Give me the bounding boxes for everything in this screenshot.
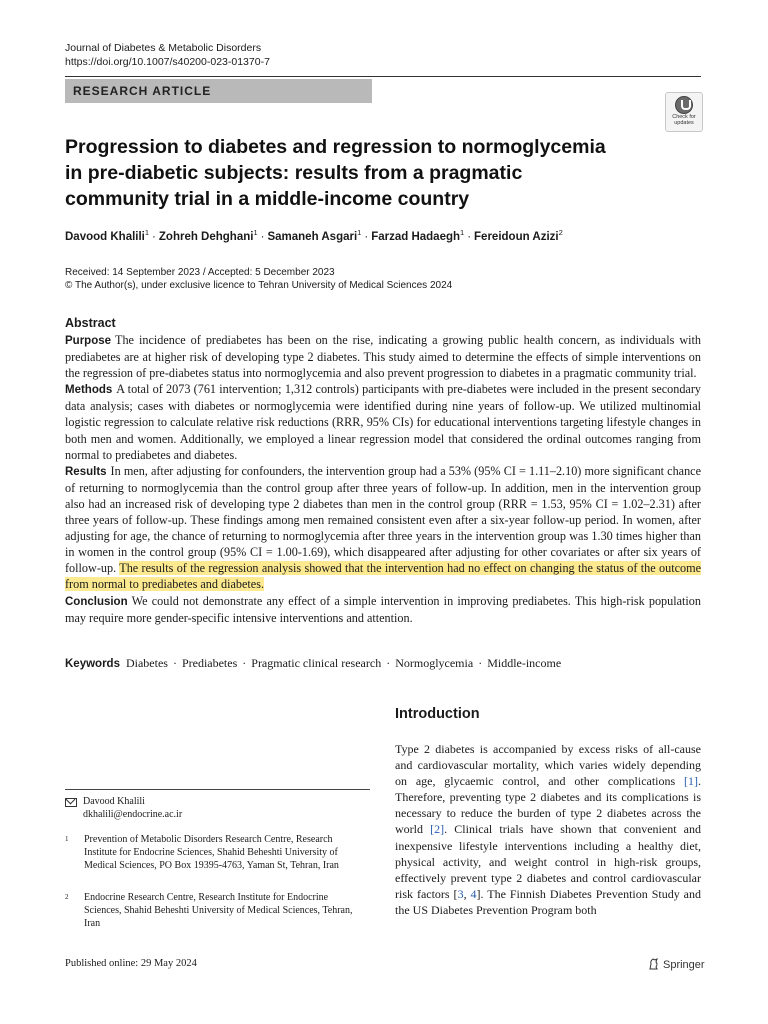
affiliation-number: 2: [65, 893, 69, 901]
abstract-methods: [65, 381, 701, 462]
keyword: Prediabetes: [181, 656, 238, 670]
journal-name: Journal of Diabetes & Metabolic Disorders: [65, 42, 262, 54]
keywords-line: [65, 656, 701, 671]
conclusion-text: We could not demonstrate any effect of a simple intervention in improving prediabetes. This high-risk population may require more gender-specific intensive interventions and attention.: [65, 593, 701, 625]
corresponding-author-email[interactable]: dkhalili@endocrine.ac.ir: [83, 809, 183, 820]
published-date: Published online: 29 May 2024: [65, 958, 197, 969]
author-name[interactable]: Samaneh Asgari: [267, 230, 358, 243]
citation-link[interactable]: [1]: [684, 774, 698, 789]
affiliation-text: Endocrine Research Centre, Research Institute for Endocrine Sciences, Shahid Beheshti University of Medical Sciences, Tehran, Iran: [84, 892, 353, 929]
author-affiliation-marker: 2: [558, 228, 563, 237]
author-name[interactable]: Zohreh Dehghani: [158, 230, 254, 243]
header-rule: [65, 76, 701, 77]
article-type-banner: [65, 79, 372, 103]
author-affiliation-marker: 1: [253, 228, 258, 237]
keyword: Pragmatic clinical research: [251, 656, 382, 670]
purpose-label: Purpose: [65, 335, 112, 347]
keyword: Normoglycemia: [395, 656, 474, 670]
author-name[interactable]: Fereidoun Azizi: [474, 230, 559, 243]
publisher-name: Springer: [663, 959, 705, 971]
abstract-heading: Abstract: [65, 316, 116, 330]
corresponding-author-name: Davood Khalili: [83, 796, 145, 807]
publisher-logo: [648, 958, 705, 971]
citation-link[interactable]: [2]: [430, 822, 445, 837]
affiliation-number: 1: [65, 835, 69, 843]
author-separator: ·: [467, 230, 472, 243]
intro-text-segment: ]. The Finnish Diabetes Prevention Study and the US Diabetes Prevention Program both: [395, 886, 701, 917]
footnote-rule: [65, 789, 370, 790]
intro-text-segment: . Clinical trials have shown that convenient and inexpensive lifestyle interventions including a healthy diet, physical activity, and weight control in high-risk groups, effectively prevent type 2 diabetes and control cardiovascular risk factors [: [395, 822, 701, 901]
introduction-text: [395, 741, 701, 918]
keyword-separator: ·: [386, 656, 391, 670]
conclusion-label: Conclusion: [65, 595, 128, 608]
purpose-text: The incidence of prediabetes has been on the rise, indicating a growing public health concern, as individuals with prediabetes are at higher risk of developing type 2 diabetes. This study aimed to determine the effects of simple interventions on the regression of pre-diabetes status into normoglycemia and also prevent progression to diabetes in a pragmatic community trial.: [65, 333, 701, 381]
citation-link[interactable]: 4: [470, 886, 477, 901]
methods-text: A total of 2073 (761 intervention; 1,312 controls) participants with pre-diabetes were included in the present secondary data analysis; cases with diabetes or normoglycemia were identified during nine years of follow-up. We utilized multinomial logistic regression to calculate relative risk reductions (RRR, 95% CIs) for educational interventions targeting lifestyle changes in both men and women. Additionally, we employed a linear regression model that considered the ordinal outcomes ranging from normal to prediabetes and diabetes.: [65, 382, 701, 462]
keyword: Middle-income: [487, 656, 562, 670]
doi-link[interactable]: https://doi.org/10.1007/s40200-023-01370-7: [65, 56, 270, 68]
results-label: Results: [65, 465, 107, 478]
author-name[interactable]: Davood Khalili: [65, 230, 145, 243]
affiliation-2: [65, 891, 355, 936]
check-updates-icon: [675, 96, 693, 114]
author-affiliation-marker: 1: [460, 228, 465, 237]
article-title: Progression to diabetes and regression to normoglycemia in pre-diabetic subjects: results from a pragmatic community trial in a middle-income country: [65, 136, 606, 210]
author-separator: ·: [260, 230, 265, 243]
article-type-label: RESEARCH ARTICLE: [73, 84, 212, 98]
envelope-icon: [65, 798, 77, 807]
results-text: In men, after adjusting for confounders, the intervention group had a 53% (95% CI = 1.11–2.10) more significant chance of returning to normoglycemia than the control group after three years of follow-up. In addition, men in the intervention group also had an increased risk of developing type 2 diabetes than men in the control group (RRR = 1.53, 95% CI = 1.02–2.31) after three years of follow-up. These findings among men remained consistent even after a six-year follow-up period. In women, after adjusting for age, the chance of returning to normoglycemia after three years in the intervention group was 1.30 times higher than in women in the control group (95% CI = 1.00-1.69), which disappeared after adjusting for other covariates or after six years of follow-up.: [65, 463, 701, 576]
keyword-separator: ·: [242, 656, 247, 670]
author-affiliation-marker: 1: [357, 228, 362, 237]
article-dates: Received: 14 September 2023 / Accepted: 5 December 2023: [65, 267, 335, 278]
check-for-updates-badge[interactable]: [665, 92, 703, 132]
author-separator: ·: [364, 230, 369, 243]
author-separator: ·: [152, 230, 156, 243]
abstract-conclusion: [65, 593, 701, 626]
keyword-separator: ·: [172, 656, 177, 670]
methods-label: Methods: [65, 384, 113, 397]
abstract-body: [65, 332, 701, 626]
affiliation-1: [65, 833, 355, 889]
author-list: [65, 228, 705, 243]
keyword-separator: ·: [478, 656, 483, 670]
springer-horse-icon: [648, 958, 659, 970]
introduction-heading: Introduction: [395, 706, 480, 722]
check-updates-label: Check for updates: [672, 114, 696, 126]
highlighted-text[interactable]: The results of the regression analysis showed that the intervention had no effect on changing the status of the outcome from normal to prediabetes and diabetes.: [65, 561, 701, 592]
copyright-notice: © The Author(s), under exclusive licence to Tehran University of Medical Sciences 2024: [65, 280, 453, 291]
author-name[interactable]: Farzad Hadaegh: [371, 230, 461, 243]
citation-link[interactable]: 3: [457, 886, 464, 901]
keyword: Diabetes: [125, 656, 168, 670]
affiliation-text: Prevention of Metabolic Disorders Research Centre, Research Institute for Endocrine Sciences, Shahid Beheshti University of Medical Sciences, PO Box 19395-4763, Yaman St, Tehran, Iran: [84, 834, 339, 871]
keywords-label: Keywords: [65, 658, 120, 670]
intro-text-segment: ,: [463, 886, 471, 901]
abstract-purpose: [65, 332, 701, 381]
intro-text-segment: . Therefore, preventing type 2 diabetes and its complications is necessary to reduce the burden of type 2 diabetes across the world: [395, 774, 701, 837]
intro-text-segment: Type 2 diabetes is accompanied by excess risks of all-cause and cardiovascular mortality, which varies widely depending on age, glycaemic control, and other complications: [395, 742, 701, 789]
author-affiliation-marker: 1: [144, 228, 150, 237]
abstract-results: [65, 463, 701, 593]
